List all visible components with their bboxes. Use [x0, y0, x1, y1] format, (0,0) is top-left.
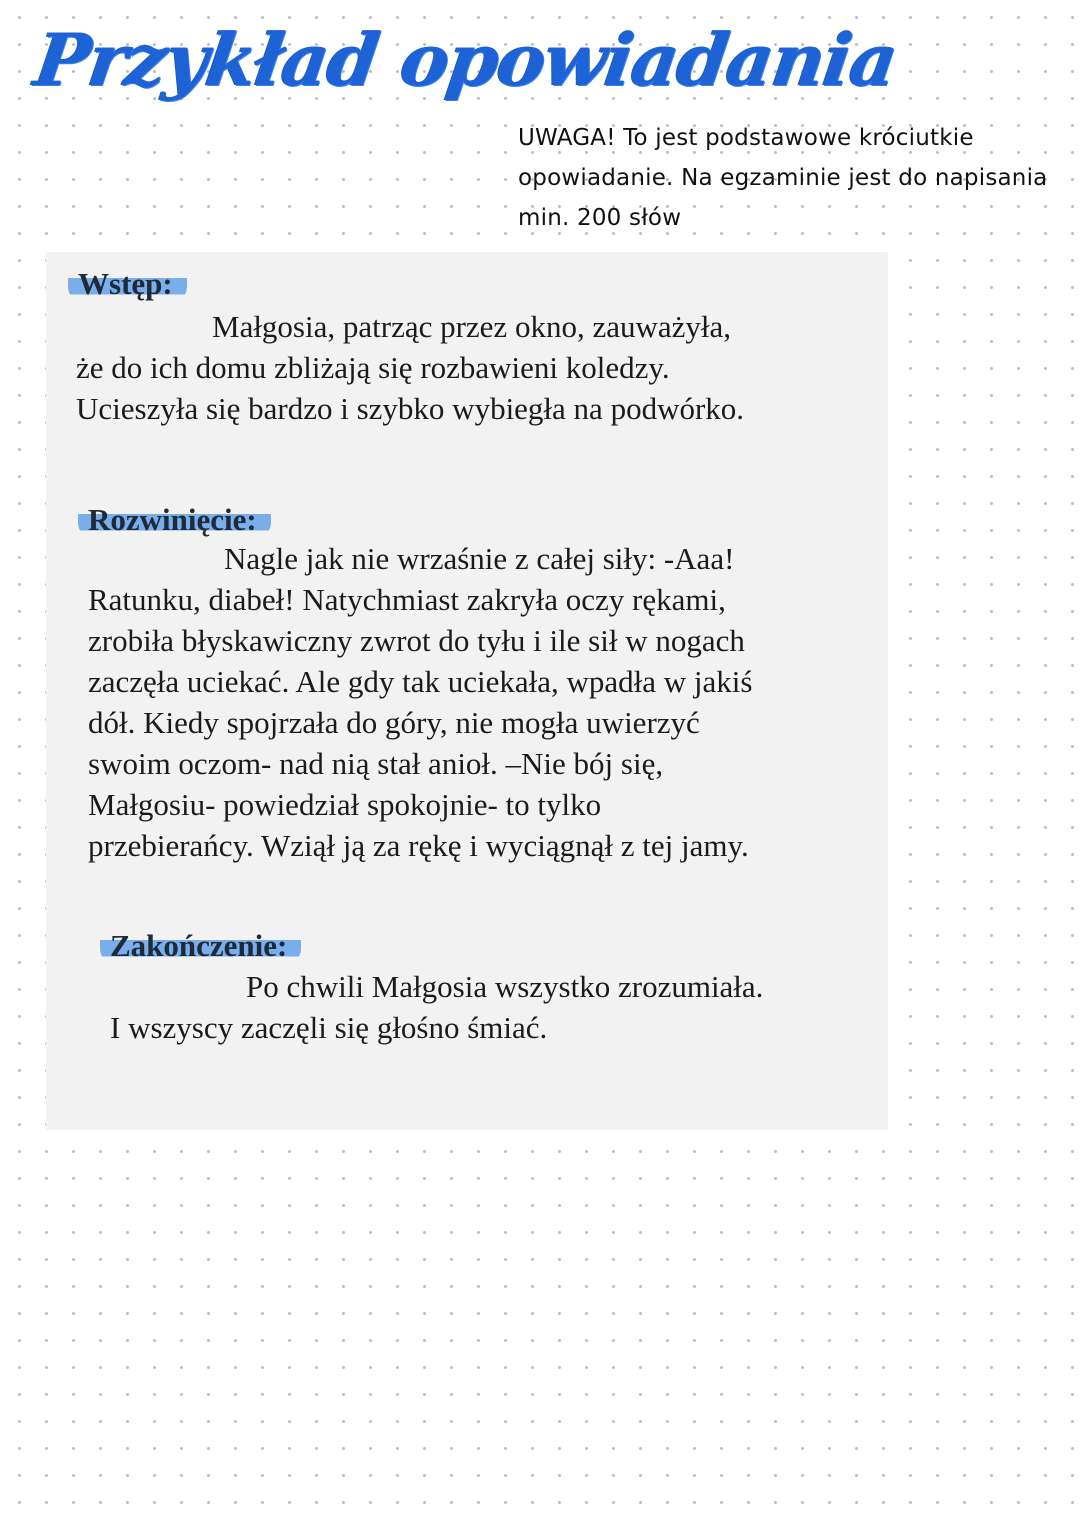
intro-text [76, 306, 744, 429]
text-line: Ratunku, diabeł! Natychmiast zakryła oczy rękami, [88, 582, 726, 617]
intro-heading: Wstęp: [68, 266, 187, 301]
text-line: swoim oczom- nad nią stał anioł. –Nie bój się, [88, 746, 664, 781]
ending-heading: Zakończenie: [100, 928, 301, 963]
page-title: Przykład opowiadania [30, 17, 903, 102]
note-line: min. 200 słów [518, 205, 682, 231]
text-line: że do ich domu zbliżają się rozbawieni koledzy. [76, 350, 670, 385]
development-heading: Rozwinięcie: [78, 502, 271, 537]
note-line: opowiadanie. Na egzaminie jest do napisania [518, 165, 1048, 191]
text-line: zrobiła błyskawiczny zwrot do tyłu i ile sił w nogach [88, 623, 745, 658]
development-text [88, 538, 752, 866]
story-card [46, 252, 888, 1130]
exam-note [518, 118, 1070, 238]
text-line: Ucieszyła się bardzo i szybko wybiegła na podwórko. [76, 391, 745, 426]
text-line: Po chwili Małgosia wszystko zrozumiała. [246, 969, 764, 1004]
text-line: Nagle jak nie wrzaśnie z całej siły: -Aaa! [224, 541, 735, 576]
note-line: UWAGA! To jest podstawowe króciutkie [518, 125, 974, 151]
text-line: I wszyscy zaczęli się głośno śmiać. [110, 1010, 548, 1045]
text-line: zaczęła uciekać. Ale gdy tak uciekała, wpadła w jakiś [88, 664, 753, 699]
text-line: dół. Kiedy spojrzała do góry, nie mogła uwierzyć [88, 705, 700, 740]
ending-text [110, 966, 763, 1048]
text-line: Małgosiu- powiedział spokojnie- to tylko [88, 787, 602, 822]
text-line: przebierańcy. Wziął ją za rękę i wyciągnął z tej jamy. [88, 828, 749, 863]
text-line: Małgosia, patrząc przez okno, zauważyła, [212, 309, 731, 344]
